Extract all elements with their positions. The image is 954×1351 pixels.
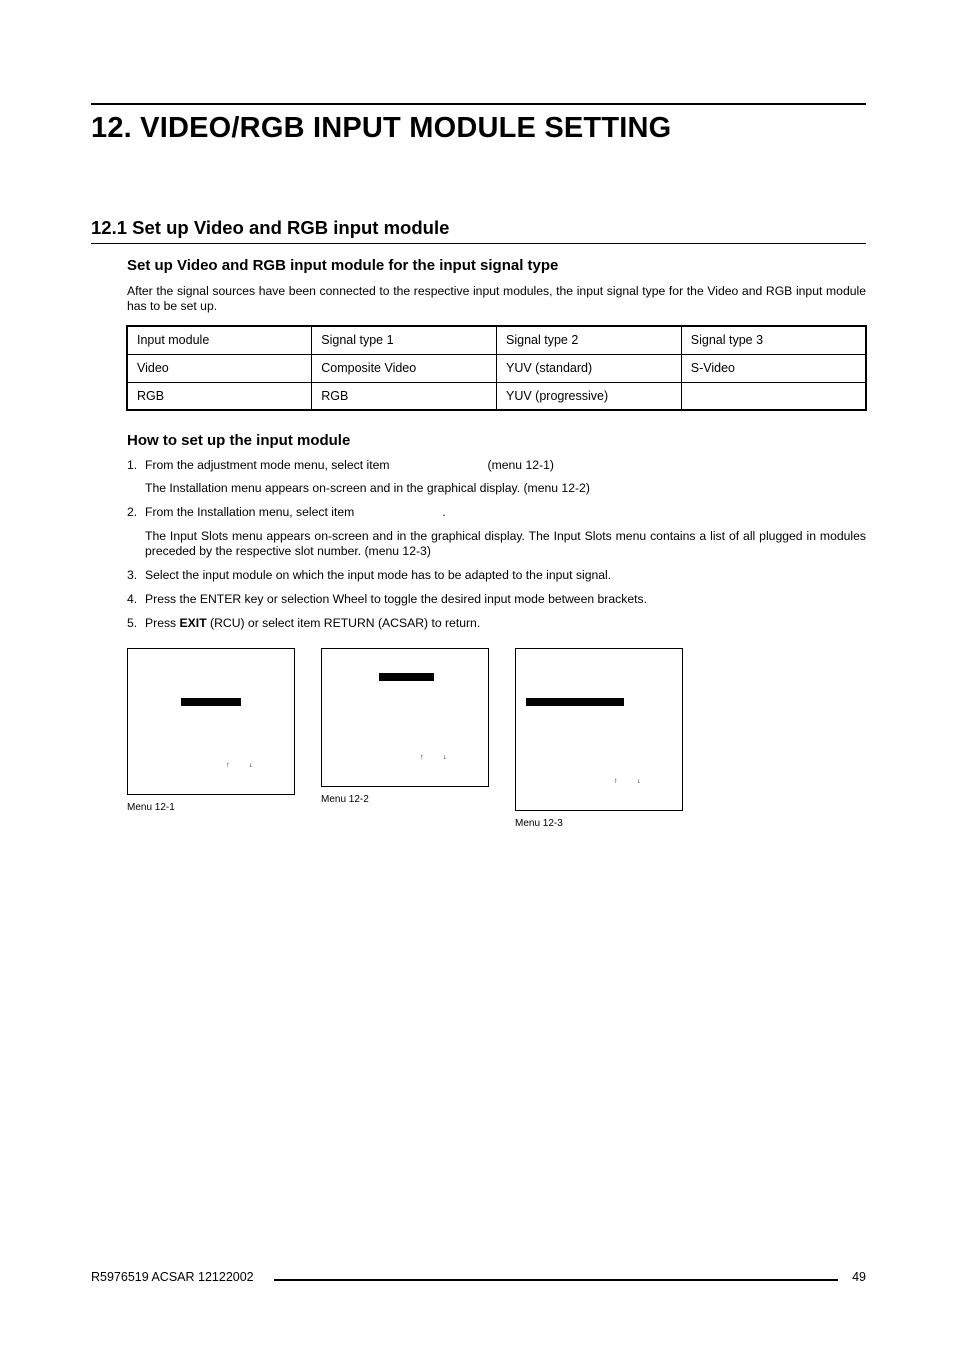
page-number: 49 [852,1270,866,1284]
section-rule [91,243,866,244]
table-row [127,382,866,410]
step-text-part: (RCU) or select item RETURN (ACSAR) to return. [206,616,481,630]
chapter-title: 12. VIDEO/RGB INPUT MODULE SETTING [91,112,672,144]
menu-caption: Menu 12-2 [321,794,369,805]
step-text: Select the input module on which the input mode has to be adapted to the input signal. [145,568,612,582]
menu-highlight-bar [181,698,241,706]
table-cell: Video [127,354,312,382]
menu-highlight-bar [379,673,434,681]
step-text-part: Press [145,616,180,630]
step-subtext: The Installation menu appears on-screen and in the graphical display. (menu 12-2) [145,481,590,495]
step-text: Press the ENTER key or selection Wheel to toggle the desired input mode between brackets. [145,592,647,606]
subsection-title-signal-type: Set up Video and RGB input module for the input signal type [127,257,559,274]
intro-paragraph: After the signal sources have been connected to the respective input modules, the input signal type for the Video and RGB input module has to be set up. [127,284,866,313]
table-cell: RGB [312,382,497,410]
step-number: 4. [127,592,138,606]
table-cell: YUV (progressive) [497,382,682,410]
arrow-up-icon: ↑ [420,754,424,761]
signal-type-table [126,325,867,411]
table-cell: Signal type 1 [312,326,497,354]
step-text-part: From the adjustment mode menu, select item [145,458,390,472]
table-cell: Signal type 2 [497,326,682,354]
footer-doc-id: R5976519 ACSAR 12122002 [91,1270,254,1284]
table-cell: YUV (standard) [497,354,682,382]
table-cell: Signal type 3 [681,326,866,354]
step-text-part: From the Installation menu, select item [145,505,355,519]
arrow-up-icon: ↑ [226,762,230,769]
menu-12-1-figure [127,648,295,795]
step-subtext: The Input Slots menu appears on-screen and in the graphical display. The Input Slots menu contains a list of all plugged in modules preceded by the respective slot number. (menu 12-3) [145,529,866,558]
step-text [145,458,866,473]
step-number: 3. [127,568,138,582]
menu-12-3-figure [515,648,683,811]
step-text [145,505,866,520]
menu-highlight-bar [526,698,624,706]
arrow-up-icon: ↑ [614,778,618,785]
table-cell: RGB [127,382,312,410]
section-title: 12.1 Set up Video and RGB input module [91,217,450,238]
table-cell [681,382,866,410]
table-cell: S-Video [681,354,866,382]
step-number: 2. [127,505,138,519]
step-text [145,616,866,631]
arrow-down-icon: ↓ [443,754,447,761]
menu-caption: Menu 12-1 [127,802,175,813]
step-number: 5. [127,616,138,630]
table-row [127,354,866,382]
menu-caption: Menu 12-3 [515,818,563,829]
subsection-title-how-to: How to set up the input module [127,432,351,449]
step-text-part: (menu 12-1) [487,458,554,472]
arrow-down-icon: ↓ [249,762,253,769]
menu-12-2-figure [321,648,489,787]
table-header-row [127,326,866,354]
step-number: 1. [127,458,138,472]
table-cell: Composite Video [312,354,497,382]
exit-key-label: EXIT [179,616,207,630]
footer-rule [274,1279,838,1281]
step-text-part: . [442,505,446,519]
arrow-down-icon: ↓ [637,778,641,785]
table-cell: Input module [127,326,312,354]
top-rule [91,103,866,105]
